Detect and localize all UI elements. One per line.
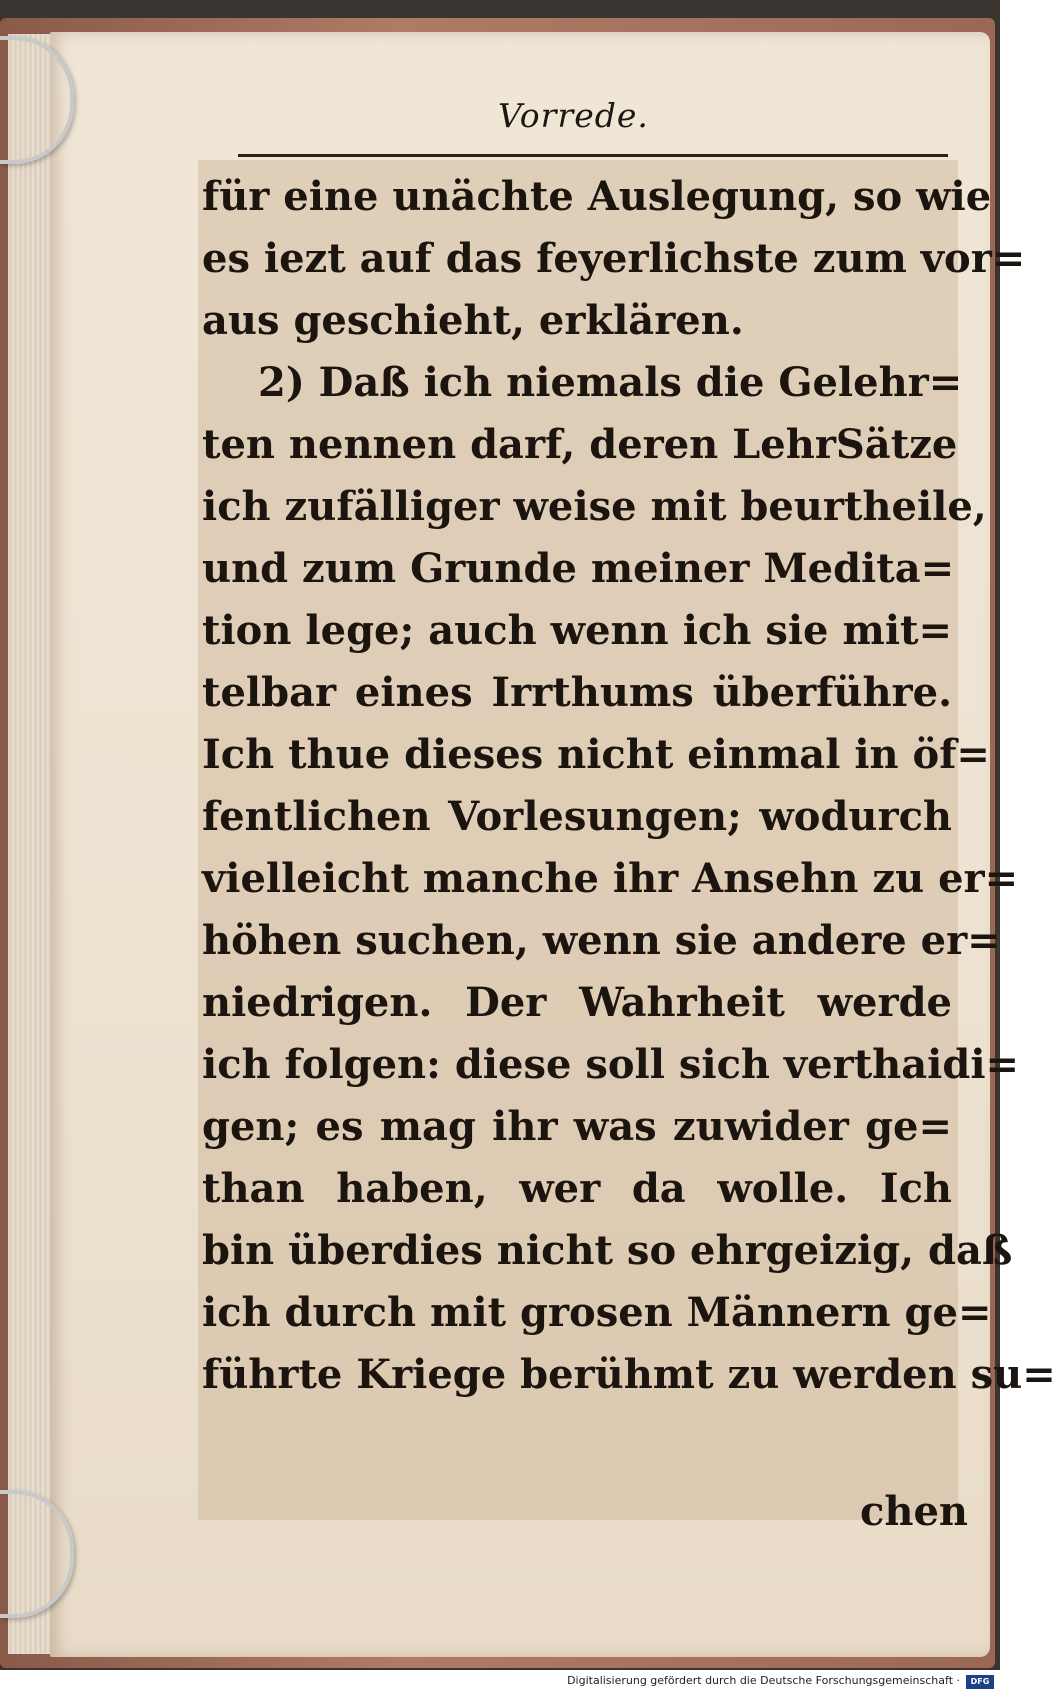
text-line: höhen suchen, wenn sie andere er=: [202, 917, 1001, 964]
text-line: ich durch mit grosen Männern ge=: [202, 1289, 992, 1336]
text-line: telbar eines Irrthums überführe.: [202, 669, 952, 716]
text-line: niedrigen. Der Wahrheit werde: [202, 979, 952, 1026]
footer-bar: [0, 1672, 1000, 1693]
text-line: ich folgen: diese soll sich verthaidi=: [202, 1041, 1020, 1088]
text-line: aus geschieht, erklären.: [202, 297, 744, 344]
text-line: für eine unächte Auslegung, so wie: [202, 173, 992, 220]
text-line: es iezt auf das feyerlichste zum vor=: [202, 235, 1026, 282]
text-line: vielleicht manche ihr Ansehn zu er=: [202, 855, 1019, 902]
text-line: und zum Grunde meiner Medita=: [202, 545, 955, 592]
text-line: ich zufälliger weise mit beurtheile,: [202, 483, 987, 530]
text-line: fentlichen Vorlesungen; wodurch: [202, 793, 952, 840]
text-line: bin überdies nicht so ehrgeizig, daß: [202, 1227, 1013, 1274]
text-line: gen; es mag ihr was zuwider ge=: [202, 1103, 952, 1150]
footer-credit: Digitalisierung gefördert durch die Deutsche Forschungsgemeinschaft ·: [567, 1674, 960, 1687]
text-line: than haben, wer da wolle. Ich: [202, 1165, 952, 1212]
body-text: [202, 166, 1056, 1406]
text-line: Ich thue dieses nicht einmal in öf=: [202, 731, 990, 778]
dfg-logo: DFG: [966, 1675, 994, 1689]
text-line: ten nennen darf, deren LehrSätze: [202, 421, 958, 468]
running-head: Vorrede.: [498, 96, 649, 135]
text-line: 2) Daß ich niemals die Gelehr=: [258, 359, 963, 406]
text-line: tion lege; auch wenn ich sie mit=: [202, 607, 952, 654]
page-edges: [8, 34, 54, 1654]
catchword: chen: [860, 1488, 968, 1535]
text-line: führte Kriege berühmt zu werden su=: [202, 1351, 1056, 1398]
header-rule: [238, 154, 948, 157]
